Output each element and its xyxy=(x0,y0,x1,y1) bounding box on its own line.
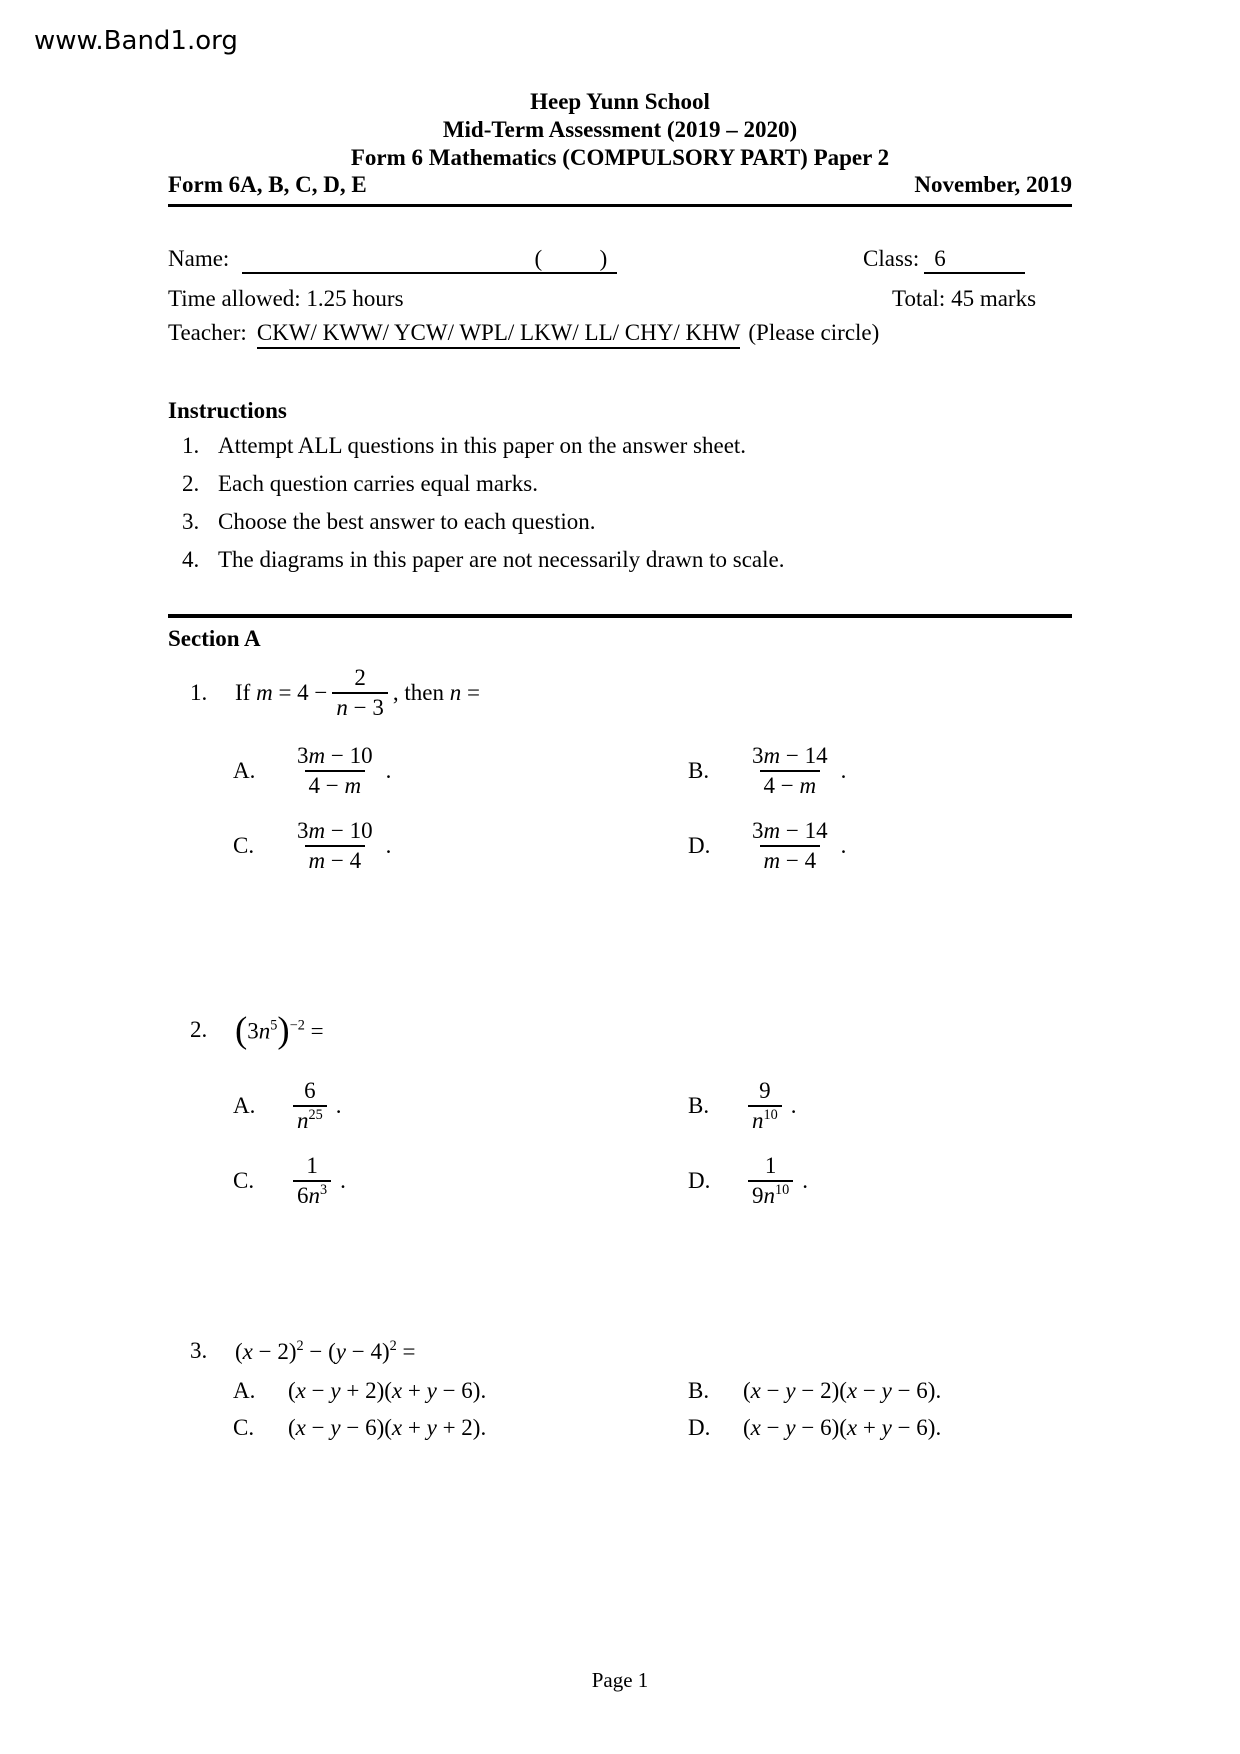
teacher-circle-note: (Please circle) xyxy=(748,320,880,345)
option-suffix: . xyxy=(385,758,392,783)
name-field-line xyxy=(242,246,617,274)
option-A xyxy=(233,1078,342,1134)
fraction-numerator: 1 xyxy=(306,1153,318,1179)
total-marks: Total: 45 marks xyxy=(892,286,1037,311)
instruction-text: Choose the best answer to each question. xyxy=(218,509,596,534)
fraction-denominator: $n^{25}$ xyxy=(293,1105,327,1134)
instructions-title: Instructions xyxy=(168,398,287,423)
option-A xyxy=(233,1376,486,1406)
school-name: Heep Yunn School xyxy=(530,89,710,114)
option-suffix: . xyxy=(335,1093,342,1118)
time-row xyxy=(168,286,1108,312)
fraction-denominator: $n^{10}$ xyxy=(748,1105,782,1134)
page-number: Page 1 xyxy=(591,1668,649,1692)
fraction-denominator: 4 − m xyxy=(305,770,366,799)
fraction-denominator: m − 4 xyxy=(760,845,821,874)
question-3-options-row-2 xyxy=(168,1413,1108,1443)
option-suffix: . xyxy=(340,1168,346,1193)
name-label: Name: xyxy=(168,246,230,271)
instruction-item xyxy=(182,471,785,509)
instruction-number: 2. xyxy=(182,471,200,496)
fraction xyxy=(748,818,832,874)
instruction-number: 4. xyxy=(182,547,200,572)
fraction xyxy=(293,1153,331,1209)
fraction-numerator: 3m − 14 xyxy=(752,818,828,844)
option-suffix: . xyxy=(802,1168,808,1193)
name-row xyxy=(168,246,1108,274)
fraction-denominator: m − 4 xyxy=(305,845,366,874)
question-number: 2. xyxy=(190,1017,208,1042)
question-number: 1. xyxy=(190,680,208,705)
fraction-numerator: 1 xyxy=(764,1153,777,1179)
fraction xyxy=(748,1078,782,1134)
section-divider xyxy=(168,614,1072,618)
question-1-options-row-1 xyxy=(168,743,1108,799)
teacher-label: Teacher: xyxy=(168,320,247,345)
fraction-denominator: $9n^{10}$ xyxy=(748,1180,793,1209)
class-field-line xyxy=(924,246,1025,274)
option-D xyxy=(688,1413,941,1443)
name-parens: ( ) xyxy=(534,246,608,271)
time-allowed: Time allowed: 1.25 hours xyxy=(168,286,404,311)
option-D xyxy=(688,1153,808,1209)
teacher-codes: CKW/ KWW/ YCW/ WPL/ LKW/ LL/ CHY/ KHW xyxy=(257,320,741,349)
option-label: D. xyxy=(688,833,711,858)
option-B xyxy=(688,743,846,799)
option-suffix: . xyxy=(840,833,847,858)
option-label: C. xyxy=(233,833,255,858)
question-1-options-row-2 xyxy=(168,818,1108,874)
instruction-text: Attempt ALL questions in this paper on the answer sheet. xyxy=(218,433,747,458)
instruction-number: 1. xyxy=(182,433,200,458)
instruction-item xyxy=(182,433,785,471)
option-suffix: . xyxy=(385,833,392,858)
question-number: 3. xyxy=(190,1338,208,1363)
fraction xyxy=(293,743,377,799)
option-label: A. xyxy=(233,1378,256,1403)
form-date-row xyxy=(168,172,1072,207)
fraction-numerator: 3m − 10 xyxy=(297,818,373,844)
option-suffix: . xyxy=(840,758,847,783)
option-label: A. xyxy=(233,758,256,783)
instruction-number: 3. xyxy=(182,509,200,534)
instruction-text: Each question carries equal marks. xyxy=(218,471,538,496)
instruction-item xyxy=(182,509,785,547)
question-stem-text: If m = 4 − xyxy=(235,680,328,705)
fraction xyxy=(293,818,377,874)
class-value: 6 xyxy=(934,246,946,271)
question-1-stem xyxy=(190,666,480,720)
option-B xyxy=(688,1078,797,1134)
fraction xyxy=(293,1078,327,1134)
fraction-numerator: 3m − 14 xyxy=(752,743,828,769)
fraction-numerator: 6 xyxy=(304,1078,316,1104)
exam-date: November, 2019 xyxy=(914,172,1072,197)
question-2-options-row-1 xyxy=(168,1078,1108,1134)
watermark: www.Band1.org xyxy=(34,26,238,56)
fraction-numerator: 3m − 10 xyxy=(297,743,373,769)
title-block xyxy=(0,88,1240,172)
fraction xyxy=(748,1153,793,1209)
option-expression: (x − y − 2)(x − y − 6). xyxy=(743,1378,942,1403)
option-C xyxy=(233,1413,486,1443)
form-classes: Form 6A, B, C, D, E xyxy=(168,172,367,197)
fraction xyxy=(332,665,387,721)
option-expression: (x − y + 2)(x + y − 6). xyxy=(288,1378,487,1403)
option-expression: (x − y − 6)(x + y − 6). xyxy=(743,1415,942,1440)
class-group xyxy=(863,246,1025,274)
fraction-denominator: n − 3 xyxy=(332,692,387,721)
option-label: D. xyxy=(688,1168,711,1193)
fraction-denominator: 4 − m xyxy=(760,770,821,799)
question-stem-text: , then n = xyxy=(392,680,480,705)
assessment-title: Mid-Term Assessment (2019 – 2020) xyxy=(442,117,798,142)
instructions-list xyxy=(182,433,785,585)
option-label: C. xyxy=(233,1168,255,1193)
question-3-options-row-1 xyxy=(168,1376,1108,1406)
option-label: C. xyxy=(233,1415,255,1440)
option-C xyxy=(233,818,391,874)
instruction-text: The diagrams in this paper are not necessarily drawn to scale. xyxy=(218,547,785,572)
question-2-options-row-2 xyxy=(168,1153,1108,1209)
fraction-denominator: $6n^3$ xyxy=(293,1180,331,1209)
fraction xyxy=(748,743,832,799)
instruction-item xyxy=(182,547,785,585)
question-stem-text: $(3n^5)^{-2}$ = xyxy=(235,1008,324,1050)
option-suffix: . xyxy=(790,1093,797,1118)
fraction-numerator: 2 xyxy=(354,665,366,691)
question-stem-text: $(x - 2)^2 - (y - 4)^2$ = xyxy=(235,1337,416,1364)
option-D xyxy=(688,818,846,874)
teacher-row xyxy=(168,320,1108,349)
question-3-stem xyxy=(190,1336,416,1366)
option-label: D. xyxy=(688,1415,711,1440)
paper-title: Form 6 Mathematics (COMPULSORY PART) Paper 2 xyxy=(350,145,890,170)
option-expression: (x − y − 6)(x + y + 2). xyxy=(288,1415,487,1440)
fraction-numerator: 9 xyxy=(759,1078,771,1104)
option-C xyxy=(233,1153,346,1209)
option-label: B. xyxy=(688,758,710,783)
option-B xyxy=(688,1376,941,1406)
section-title: Section A xyxy=(168,626,261,651)
option-label: B. xyxy=(688,1378,710,1403)
option-A xyxy=(233,743,391,799)
option-label: B. xyxy=(688,1093,710,1118)
question-2-stem xyxy=(190,1008,324,1052)
option-label: A. xyxy=(233,1093,256,1118)
class-label: Class: xyxy=(863,246,920,271)
